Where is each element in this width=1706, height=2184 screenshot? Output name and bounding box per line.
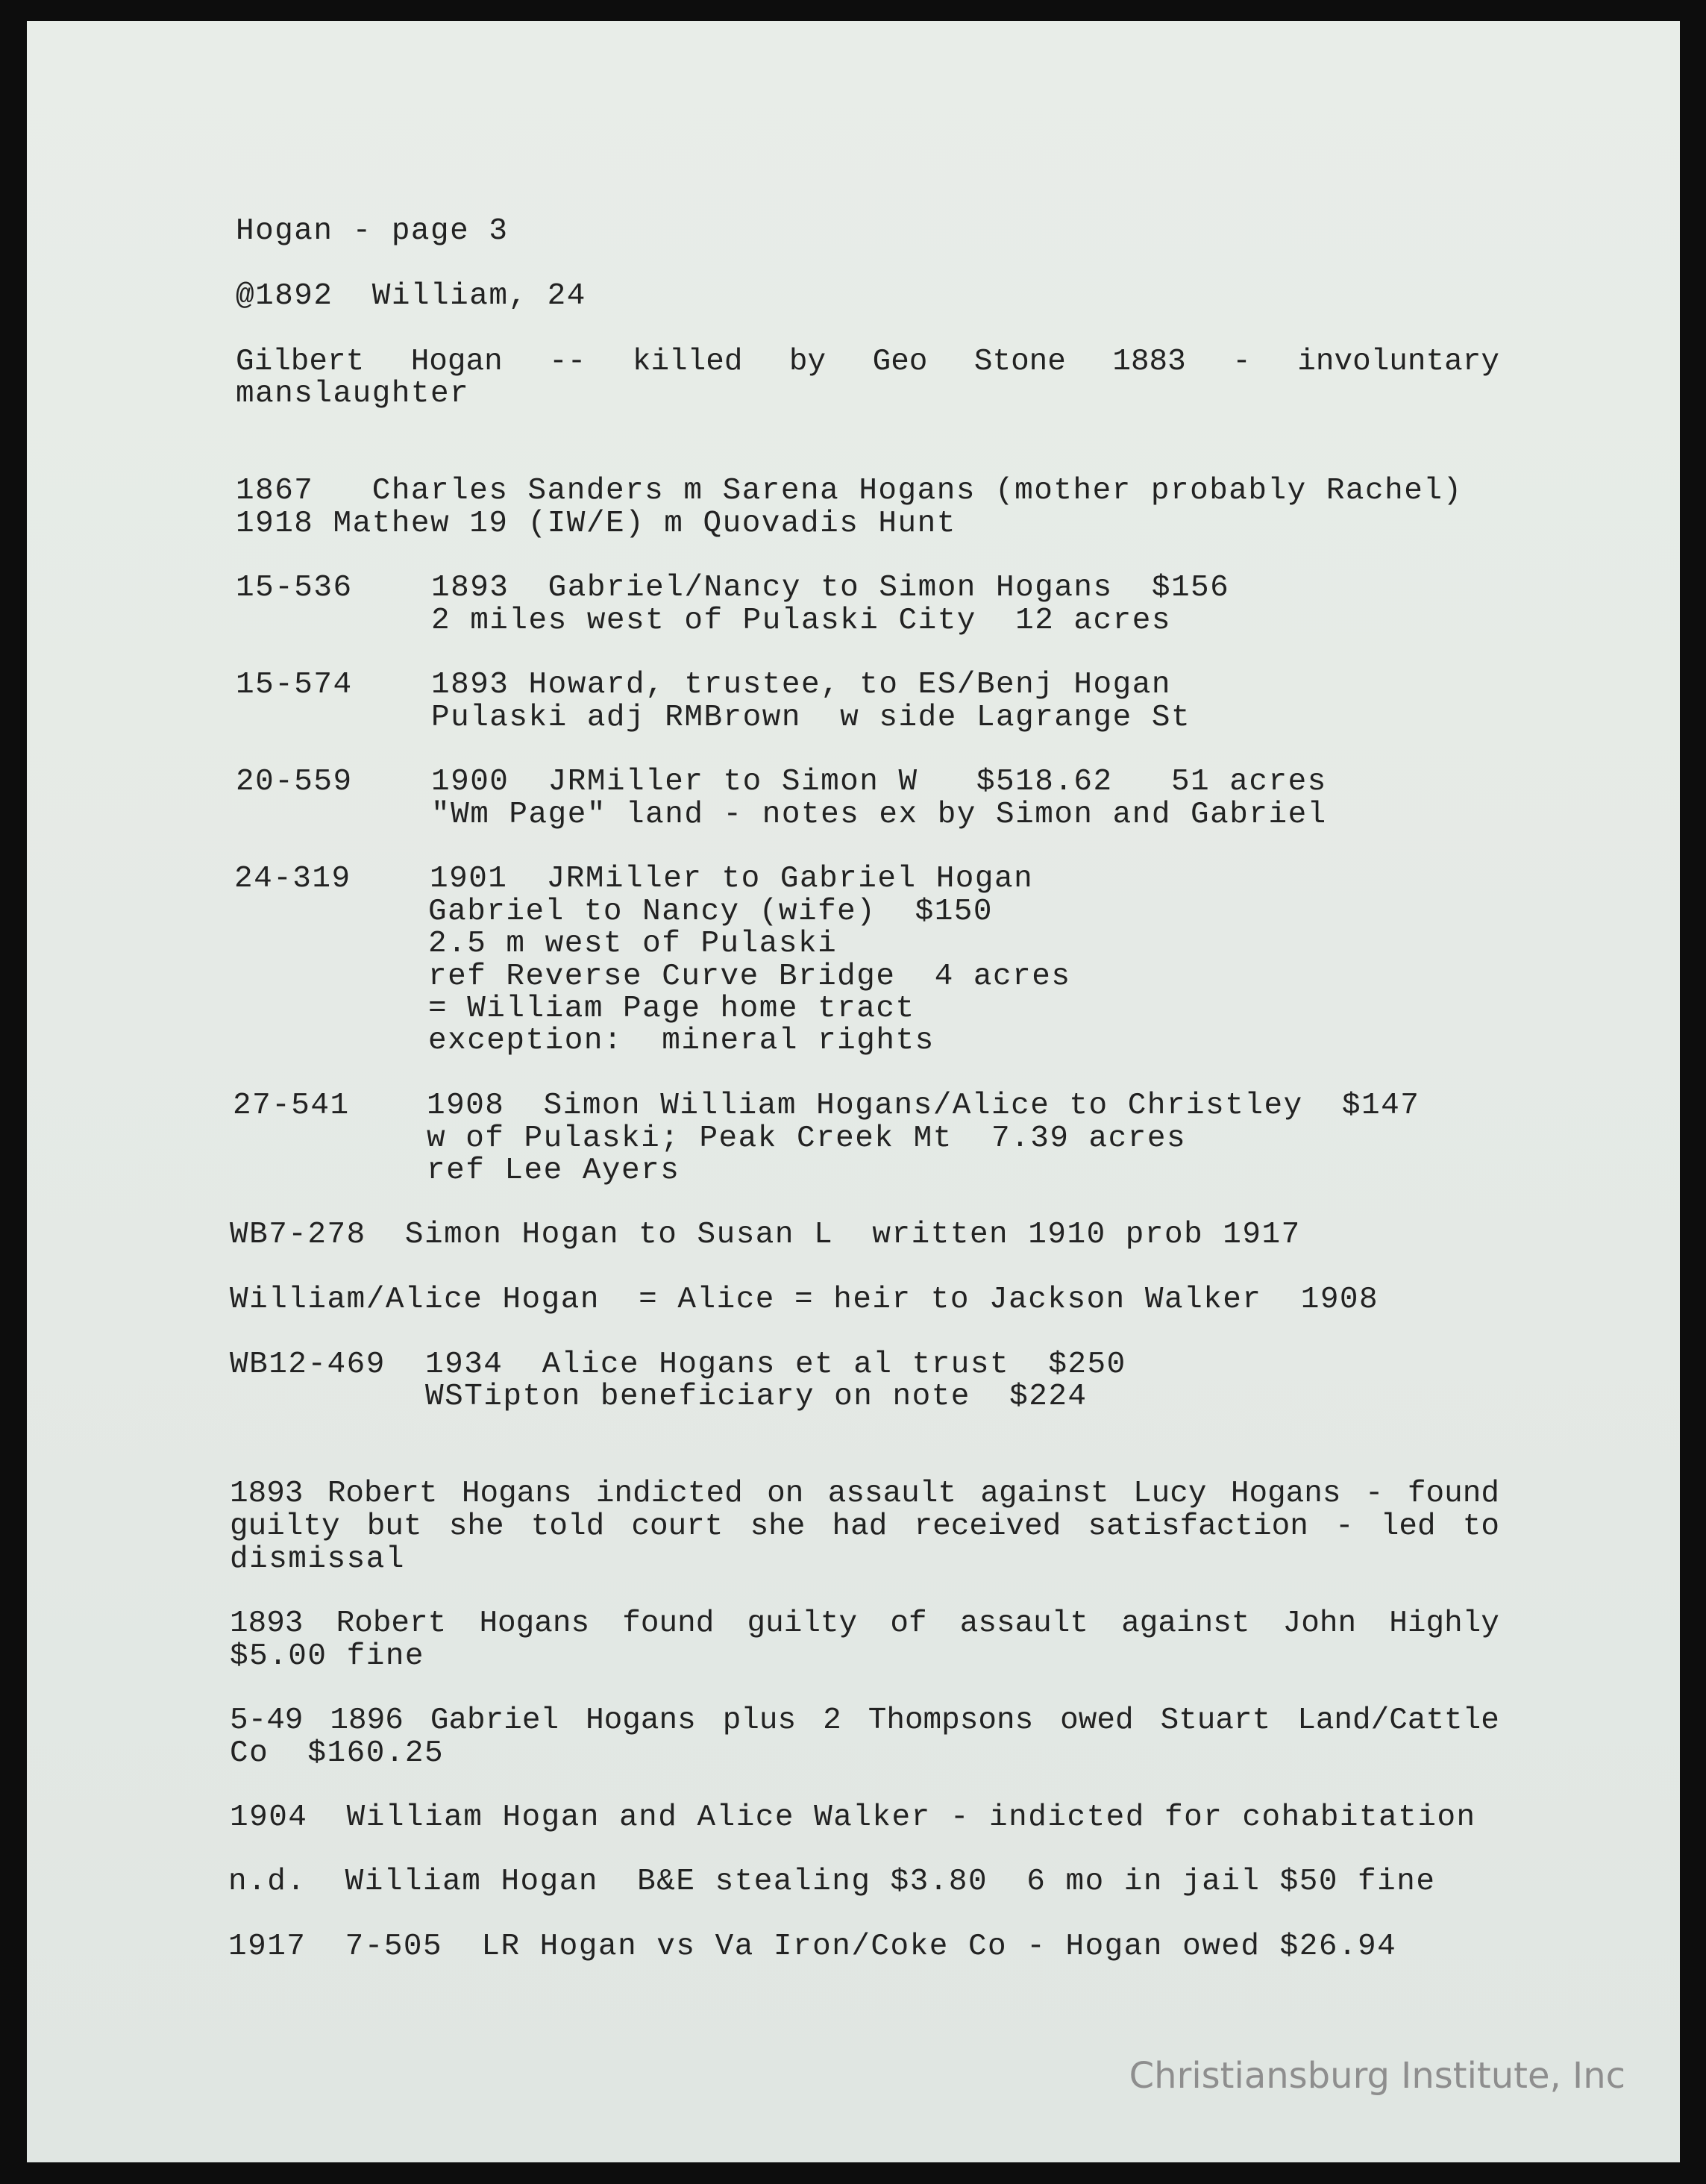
gilbert-word: Hogan <box>410 345 503 379</box>
marriage-1867: 1867 Charles Sanders m Sarena Hogans (mother probably Rachel) <box>236 474 1463 508</box>
court-word: assault <box>959 1606 1088 1641</box>
court-word: Thompsons <box>868 1703 1034 1738</box>
deed-ref: 20-559 <box>236 765 353 799</box>
court-word: received <box>914 1509 1061 1544</box>
gilbert-word: involuntary <box>1297 345 1499 379</box>
court-word: Hogans <box>1230 1477 1341 1511</box>
court-word: owed <box>1060 1703 1134 1738</box>
will-book-line: WSTipton beneficiary on note $224 <box>425 1380 1088 1414</box>
court-line <box>230 1607 1499 1640</box>
court-word: she <box>448 1509 504 1544</box>
deed-line: ref Reverse Curve Bridge 4 acres <box>428 960 1071 994</box>
iron-coke-entry: 1917 7-505 LR Hogan vs Va Iron/Coke Co - Hogan owed $26.94 <box>228 1930 1397 1964</box>
court-word: Highly <box>1389 1606 1499 1641</box>
deed-line: 2.5 m west of Pulaski <box>428 927 838 961</box>
court-word: against <box>1121 1606 1250 1641</box>
court-word: - <box>1364 1477 1384 1511</box>
court-word: 5-49 <box>230 1703 304 1738</box>
gilbert-word: Gilbert <box>236 345 365 379</box>
court-line-end: Co $160.25 <box>230 1736 445 1771</box>
page-header: Hogan - page 3 <box>236 214 509 248</box>
deed-line: Pulaski adj RMBrown w side Lagrange St <box>431 701 1191 735</box>
deed-ref: 27-541 <box>233 1089 350 1123</box>
court-word: Gabriel <box>430 1703 559 1738</box>
entry-1892: @1892 William, 24 <box>236 279 586 313</box>
court-word: to <box>1462 1509 1499 1544</box>
court-word: she <box>750 1509 806 1544</box>
court-line-end: $5.00 fine <box>230 1639 425 1674</box>
court-word: guilty <box>747 1606 858 1641</box>
gilbert-word: -- <box>549 345 586 379</box>
court-word: led <box>1380 1509 1436 1544</box>
heir-note: William/Alice Hogan = Alice = heir to Jackson Walker 1908 <box>230 1283 1379 1317</box>
court-word: John <box>1282 1606 1357 1641</box>
gilbert-word: killed <box>632 345 743 379</box>
court-word: found <box>622 1606 715 1641</box>
deed-line: 1908 Simon William Hogans/Alice to Christley $147 <box>427 1089 1420 1123</box>
gilbert-line <box>236 345 1499 378</box>
court-word: assault <box>827 1477 956 1511</box>
court-word: found <box>1407 1477 1499 1511</box>
deed-line: 1901 JRMiller to Gabriel Hogan <box>430 862 1034 896</box>
deed-line: exception: mineral rights <box>428 1024 935 1058</box>
deed-ref: 15-574 <box>236 668 353 702</box>
court-word: 1893 <box>230 1477 304 1511</box>
deed-line: 1900 JRMiller to Simon W $518.62 51 acres <box>431 765 1327 799</box>
court-word: court <box>631 1509 724 1544</box>
gilbert-word: Stone <box>973 345 1066 379</box>
deed-ref: 24-319 <box>234 862 351 896</box>
gilbert-word: by <box>788 345 827 379</box>
court-word: satisfaction <box>1088 1509 1308 1544</box>
court-word: indicted <box>595 1477 743 1511</box>
court-line <box>230 1477 1499 1510</box>
deed-line: ref Lee Ayers <box>427 1154 680 1188</box>
gilbert-word: - <box>1232 345 1251 379</box>
deed-line: = William Page home tract <box>428 992 915 1026</box>
court-word: Hogans <box>461 1477 572 1511</box>
will-book-ref: WB12-469 <box>230 1348 386 1382</box>
deed-line: 2 miles west of Pulaski City 12 acres <box>431 604 1171 638</box>
gilbert-cont: manslaughter <box>236 377 470 411</box>
marriage-1918: 1918 Mathew 19 (IW/E) m Quovadis Hunt <box>236 507 956 541</box>
court-word: 2 <box>823 1703 841 1738</box>
deed-ref: 15-536 <box>236 571 353 605</box>
court-word: Hogans <box>586 1703 696 1738</box>
will-book-wb7: WB7-278 Simon Hogan to Susan L written 1910 prob 1917 <box>230 1218 1301 1252</box>
court-word: on <box>767 1477 804 1511</box>
court-word: plus <box>722 1703 797 1738</box>
deed-line: 1893 Howard, trustee, to ES/Benj Hogan <box>431 668 1171 702</box>
court-word: Land/Cattle <box>1297 1703 1499 1738</box>
court-word: Stuart <box>1160 1703 1271 1738</box>
court-word: had <box>832 1509 888 1544</box>
deed-line: Gabriel to Nancy (wife) $150 <box>428 895 994 929</box>
court-word: Lucy <box>1133 1477 1207 1511</box>
deed-line: 1893 Gabriel/Nancy to Simon Hogans $156 <box>431 571 1230 605</box>
watermark: Christiansburg Institute, Inc <box>1129 2055 1625 2097</box>
court-word: Robert <box>336 1606 447 1641</box>
gilbert-word: 1883 <box>1112 345 1186 379</box>
court-word: 1893 <box>230 1606 304 1641</box>
court-word: guilty <box>230 1509 340 1544</box>
court-line <box>230 1704 1499 1737</box>
court-word: - <box>1335 1509 1354 1544</box>
court-word: 1896 <box>330 1703 404 1738</box>
court-line-end: dismissal <box>230 1542 405 1577</box>
court-word: Hogans <box>479 1606 590 1641</box>
court-word: against <box>980 1477 1109 1511</box>
gilbert-word: Geo <box>872 345 928 379</box>
cohabitation-entry: 1904 William Hogan and Alice Walker - indicted for cohabitation <box>230 1800 1476 1835</box>
court-word: told <box>530 1509 605 1544</box>
court-word: Robert <box>327 1477 438 1511</box>
court-line <box>230 1510 1499 1543</box>
deed-line: "Wm Page" land - notes ex by Simon and Gabriel <box>431 798 1327 832</box>
court-word: of <box>890 1606 927 1641</box>
theft-entry: n.d. William Hogan B&E stealing $3.80 6 mo in jail $50 fine <box>228 1865 1436 1899</box>
will-book-line: 1934 Alice Hogans et al trust $250 <box>425 1348 1126 1382</box>
deed-line: w of Pulaski; Peak Creek Mt 7.39 acres <box>427 1121 1187 1156</box>
court-word: but <box>366 1509 422 1544</box>
